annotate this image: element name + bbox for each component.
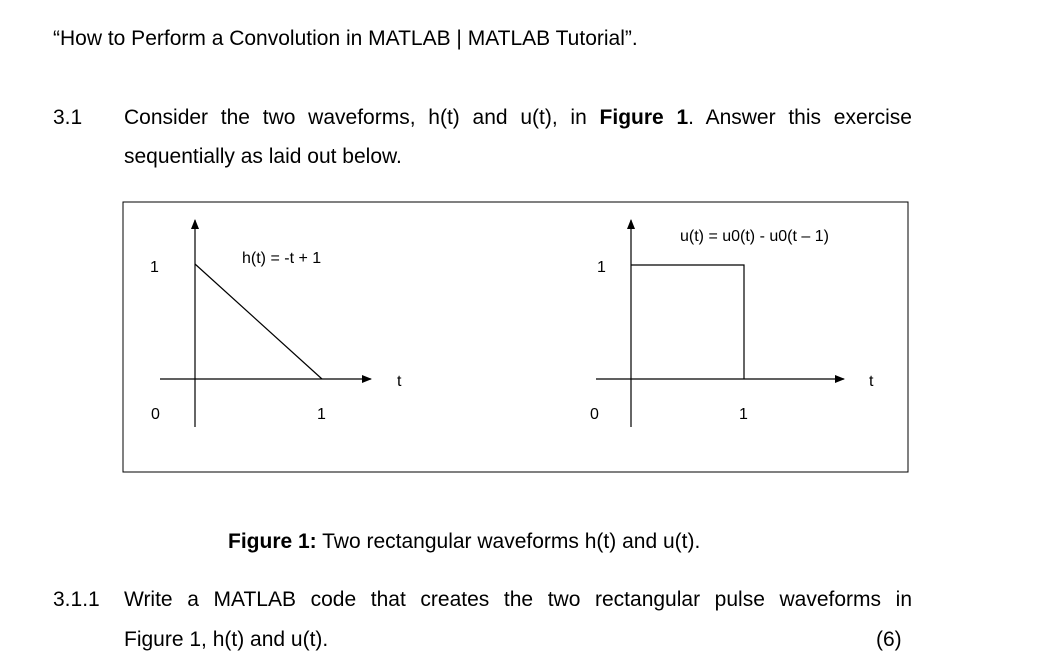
plot-u: [590, 220, 874, 427]
question-text-line2: Figure 1, h(t) and u(t).: [124, 628, 329, 651]
question-text-line1: Write a MATLAB code that creates the two rectangular pulse waveforms in: [124, 588, 912, 611]
section-number: 3.1: [53, 106, 83, 129]
question-marks: (6): [876, 628, 902, 651]
u-origin-label: 0: [590, 406, 599, 423]
h-x-tick-label: 1: [317, 406, 326, 423]
figure-caption: [228, 530, 700, 554]
h-origin-label: 0: [151, 406, 160, 423]
h-label: h(t) = -t + 1: [242, 250, 322, 267]
question-number: 3.1.1: [53, 588, 100, 611]
intro-text: “How to Perform a Convolution in MATLAB | MATLAB Tutorial”.: [53, 27, 638, 50]
section-text-line2: sequentially as laid out below.: [124, 145, 402, 168]
h-y-tick-label: 1: [150, 259, 159, 276]
h-waveform-line: [195, 264, 322, 379]
u-label: u(t) = u0(t) - u0(t – 1): [680, 228, 829, 245]
section-text-line1: Consider the two waveforms, h(t) and u(t), in Figure 1. Answer this exercise: [124, 106, 912, 129]
u-waveform-pulse: [631, 265, 744, 379]
h-x-axis-label: t: [397, 373, 402, 390]
u-x-axis-label: t: [869, 373, 874, 390]
figure-caption-text: Two rectangular waveforms h(t) and u(t).: [316, 530, 701, 553]
u-y-tick-label: 1: [597, 259, 606, 276]
figure-caption-label: Figure 1:: [228, 530, 317, 553]
plot-h: [150, 220, 402, 427]
figure-reference: Figure 1: [599, 106, 689, 129]
u-x-tick-label: 1: [739, 406, 748, 423]
